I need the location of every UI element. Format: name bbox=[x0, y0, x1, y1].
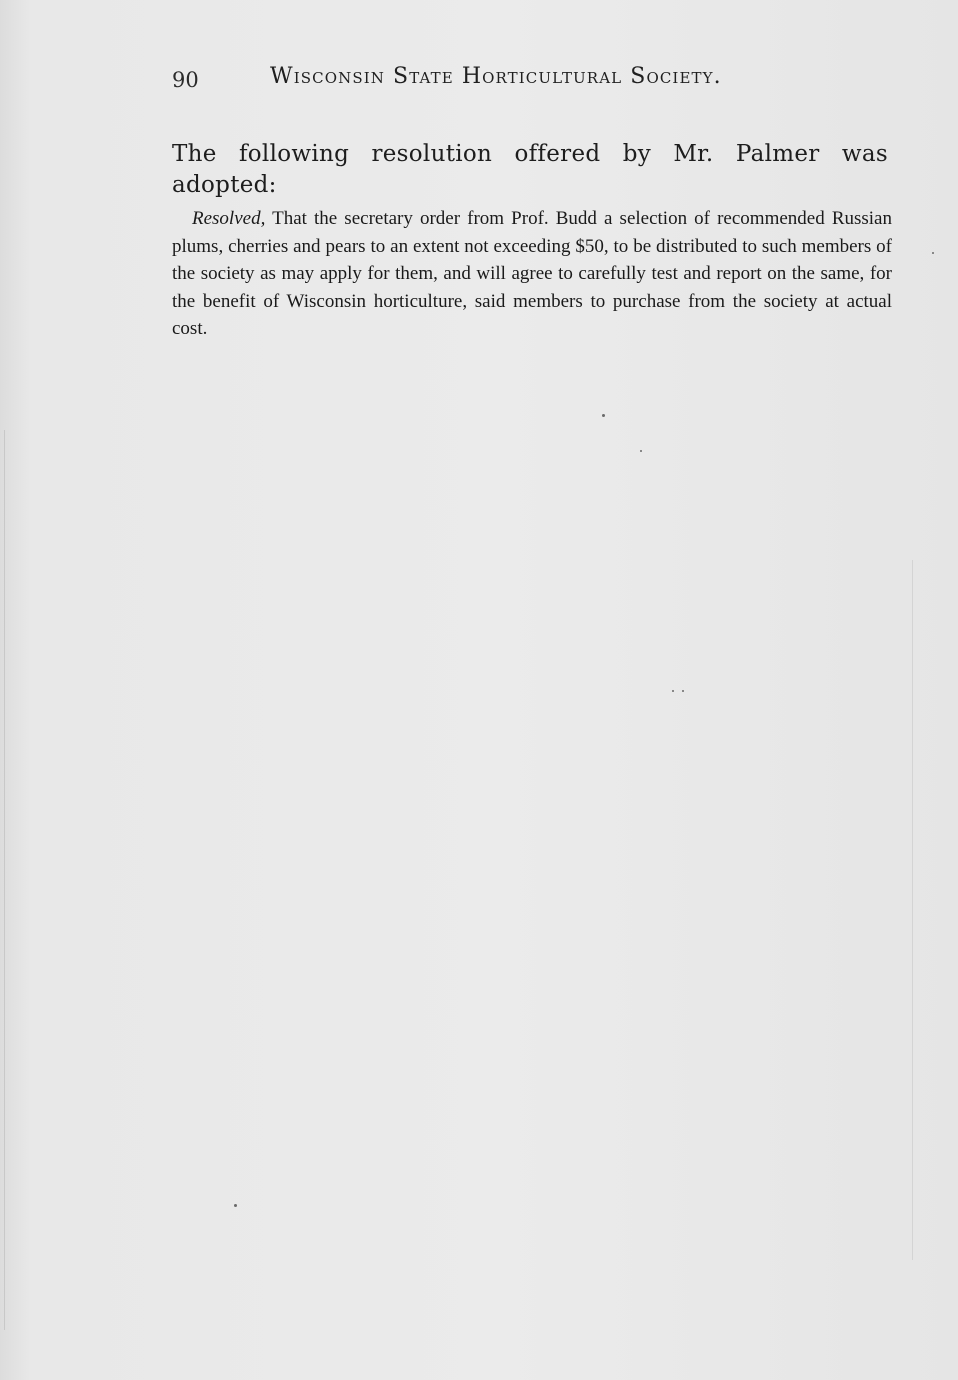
scan-speck bbox=[932, 252, 934, 254]
page-header bbox=[172, 64, 892, 98]
scan-speck bbox=[640, 450, 642, 452]
scan-speck bbox=[602, 414, 605, 417]
running-head: Wisconsin State Horticultural Society. bbox=[270, 64, 722, 89]
intro-paragraph: The following resolution offered by Mr. Palmer was adopted: bbox=[172, 141, 888, 198]
resolution-paragraph bbox=[172, 205, 892, 343]
page-number: 90 bbox=[172, 68, 199, 92]
resolution-text: That the secretary order from Prof. Budd a selection of recommended Russian plums, cherries and pears to an extent not exceeding $50, to be distributed to such members of the society as may apply for them, and will agree to carefully test and report on the same, for the benefit of Wisconsin horticulture, said members to purchase from the society at actual cost. bbox=[172, 208, 892, 339]
scan-speck bbox=[672, 690, 674, 692]
scan-speck bbox=[682, 690, 684, 692]
resolved-label: Resolved, bbox=[192, 208, 266, 229]
scan-speck bbox=[234, 1204, 237, 1207]
scan-margin-line bbox=[4, 430, 5, 1330]
scan-margin-line bbox=[912, 560, 913, 1260]
